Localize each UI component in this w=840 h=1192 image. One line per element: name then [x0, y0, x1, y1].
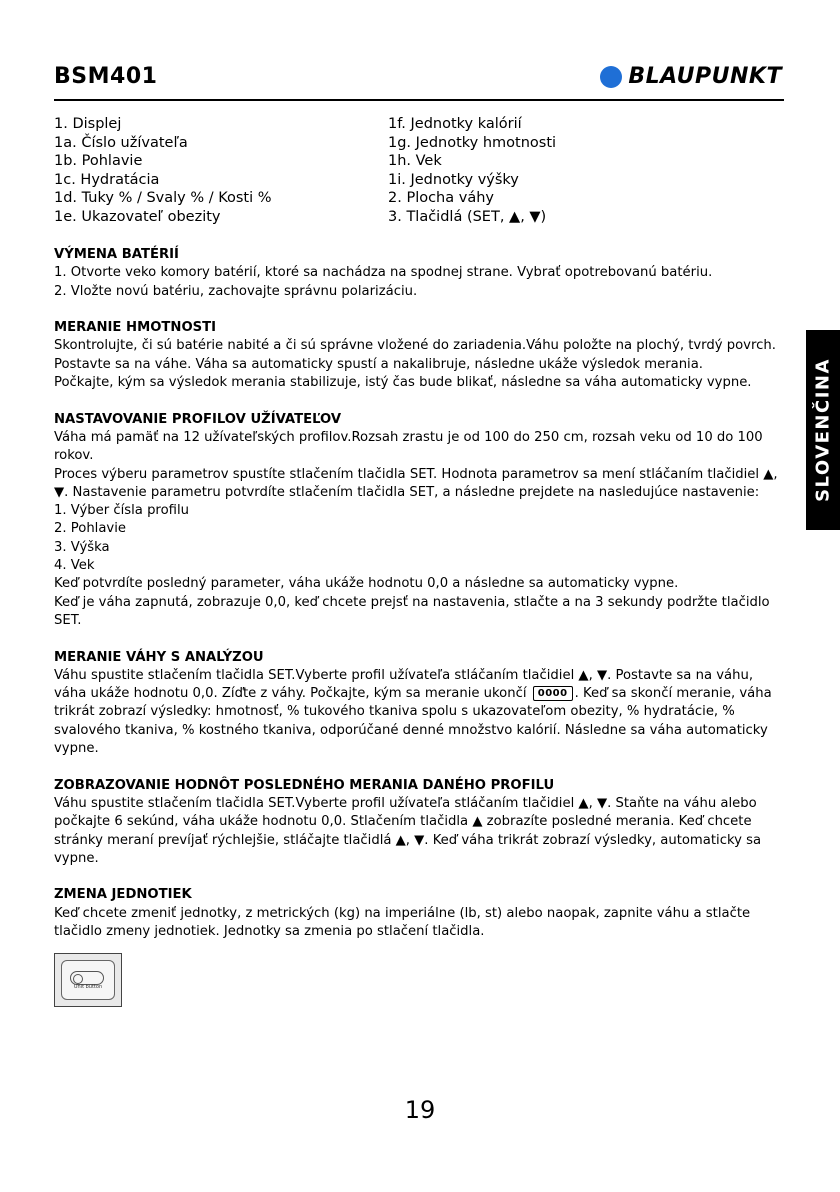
section-title: NASTAVOVANIE PROFILOV UŽÍVATEĽOV: [54, 411, 342, 427]
section-title: MERANIE HMOTNOSTI: [54, 320, 217, 336]
section-title: VÝMENA BATÉRIÍ: [54, 247, 179, 262]
section-title: ZMENA JEDNOTIEK: [54, 887, 192, 903]
brand-dot-icon: [600, 66, 622, 88]
parts-col-2: [388, 115, 556, 227]
section-units: [54, 886, 789, 1007]
section-title: MERANIE VÁHY S ANALÝZOU: [54, 649, 264, 665]
section-last-measurement: [54, 777, 789, 868]
paragraph: Proces výberu parametrov spustíte stlačením tlačidla SET. Hodnota parametrov sa mení stláčaním tlačidiel ▲, ▼. Nastavenie parametru potvrdíte stlačením tlačidla SET, a následne prejdete na nasledujúce nastavenie:: [54, 466, 778, 500]
part-item: 1d. Tuky % / Svaly % / Kosti %: [54, 190, 272, 207]
paragraph: Keď je váha zapnutá, zobrazuje 0,0, keď chcete prejsť na nastavenia, stlačte a na 3 sekundy podržte tlačidlo SET.: [54, 594, 770, 628]
parts-col-1: [54, 115, 388, 227]
paragraph: Počkajte, kým sa výsledok merania stabilizuje, istý čas bude blikať, následne sa váha automaticky vypne.: [54, 375, 752, 391]
part-item: 1. Displej: [54, 116, 122, 132]
part-item: 2. Plocha váhy: [388, 190, 494, 207]
part-item: 1e. Ukazovateľ obezity: [54, 208, 221, 225]
text-segment: Váhu spustite stlačením tlačidla SET.Vyberte profil užívateľa stláčaním tlačidiel ▲, ▼. Postavte sa na váhu, váha ukáže hodnotu 0,0. Zíďte z váhy. Počkajte, kým sa meranie ukončí: [54, 667, 754, 702]
part-item: 1c. Hydratácia: [54, 171, 160, 188]
part-item: 1g. Jednotky hmotnosti: [388, 134, 557, 151]
list-item: 3. Výška: [54, 539, 110, 555]
paragraph: Skontrolujte, či sú batérie nabité a či sú správne vložené do zariadenia.Váhu položte na plochý, tvrdý povrch.: [54, 338, 776, 354]
section-battery: [54, 246, 789, 301]
unit-button-caption: Unit button: [73, 983, 103, 990]
brand-logo: [600, 64, 782, 89]
paragraph: [54, 667, 789, 758]
section-analysis: [54, 649, 789, 759]
paragraph: Postavte sa na váhe. Váha sa automaticky spustí a nakalibruje, následne ukáže výsledok merania.: [54, 356, 703, 372]
section-title: ZOBRAZOVANIE HODNÔT POSLEDNÉHO MERANIA DANÉHO PROFILU: [54, 777, 555, 793]
main-content: [54, 246, 789, 1007]
parts-list: [54, 115, 784, 227]
paragraph: 2. Vložte novú batériu, zachovajte správnu polarizáciu.: [54, 283, 418, 299]
unit-button-illustration: [54, 953, 122, 1007]
language-side-tab: [806, 330, 840, 530]
list-item: 1. Výber čísla profilu: [54, 503, 189, 519]
part-item: 1f. Jednotky kalórií: [388, 116, 522, 132]
section-profiles: [54, 411, 789, 631]
part-item: 1h. Vek: [388, 153, 442, 170]
paragraph: Keď chcete zmeniť jednotky, z metrických (kg) na imperiálne (lb, st) alebo naopak, zapnite váhu a stlačte tlačidlo zmeny jednotiek. Jednotky sa zmenia po stlačení tlačidla.: [54, 905, 751, 939]
side-tab-label: SLOVENČINA: [812, 358, 834, 502]
brand-name: BLAUPUNKT: [628, 64, 782, 89]
text-segment: . Keď sa skončí meranie, váha trikrát zobrazí výsledky: hmotnosť, % tukového tkaniva spolu s ukazovateľom obezity, % hydratácie, % svalového tkaniva, % kostného tkaniva, odporúčané denné množstvo kalórií. Následne sa váha automaticky vypne.: [54, 686, 772, 757]
display-chip: 0000: [533, 686, 573, 701]
paragraph: Váhu spustite stlačením tlačidla SET.Vyberte profil užívateľa stláčaním tlačidiel ▲, ▼. Staňte na váhu alebo počkajte 6 sekúnd, váha ukáže hodnotu 0,0. Stlačením tlačidla ▲ zobrazíte posledné merania. Keď chcete stránky meraní prevíjať rýchlejšie, stláčajte tlačidlá ▲, ▼. Keď váha trikrát zobrazí výsledky, automaticky sa vypne.: [54, 795, 762, 866]
paragraph: 1. Otvorte veko komory batérií, ktoré sa nachádza na spodnej strane. Vybrať opotrebovanú batériu.: [54, 265, 713, 281]
part-item: 1i. Jednotky výšky: [388, 171, 519, 188]
section-weight: [54, 319, 789, 392]
list-item: 4. Vek: [54, 558, 95, 574]
paragraph: Váha má pamäť na 12 užívateľských profilov.Rozsah zrastu je od 100 do 250 cm, rozsah veku od 10 do 100 rokov.: [54, 429, 763, 464]
header-rule: [54, 99, 784, 101]
unit-button-face: [61, 960, 115, 1000]
part-item: 1a. Číslo užívateľa: [54, 134, 188, 151]
part-item: 3. Tlačidlá (SET, ▲, ▼): [388, 208, 547, 225]
page-number: 19: [404, 1096, 436, 1124]
steps-list: [54, 502, 789, 575]
part-item: 1b. Pohlavie: [54, 153, 143, 170]
paragraph: Keď potvrdíte posledný parameter, váha ukáže hodnotu 0,0 a následne sa automaticky vypne.: [54, 576, 679, 592]
header-model: BSM401: [54, 64, 158, 89]
list-item: 2. Pohlavie: [54, 521, 127, 537]
